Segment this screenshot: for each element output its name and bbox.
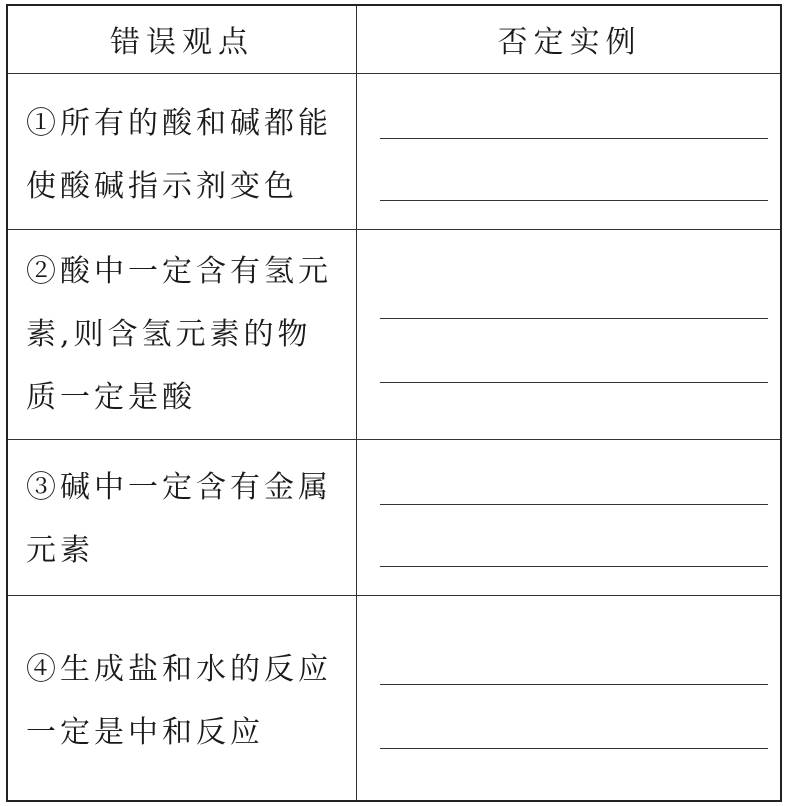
answer-line-3b[interactable] [380,566,768,567]
table-row [8,596,780,800]
answer-line-2a[interactable] [380,318,768,319]
wrong-viewpoint-3: ③碱中一定含有金属元素 [26,470,332,568]
answer-line-1b[interactable] [380,200,768,201]
answer-line-4a[interactable] [380,684,768,685]
table-row [8,440,780,596]
table-header-row [8,6,780,74]
wrong-viewpoint-4: ④生成盐和水的反应一定是中和反应 [26,652,332,750]
answer-line-2b[interactable] [380,382,768,383]
table-row [8,230,780,440]
wrong-viewpoint-2: ②酸中一定含有氢元素,则含氢元素的物质一定是酸 [26,254,332,415]
answer-line-3a[interactable] [380,504,768,505]
wrong-viewpoint-1: ①所有的酸和碱都能使酸碱指示剂变色 [26,106,332,204]
column-divider [356,6,357,800]
table-row [8,74,780,230]
header-counter-example: 否定实例 [497,25,642,60]
question-table [6,4,782,802]
answer-line-4b[interactable] [380,748,768,749]
answer-line-1a[interactable] [380,138,768,139]
header-wrong-viewpoint: 错误观点 [110,25,254,60]
